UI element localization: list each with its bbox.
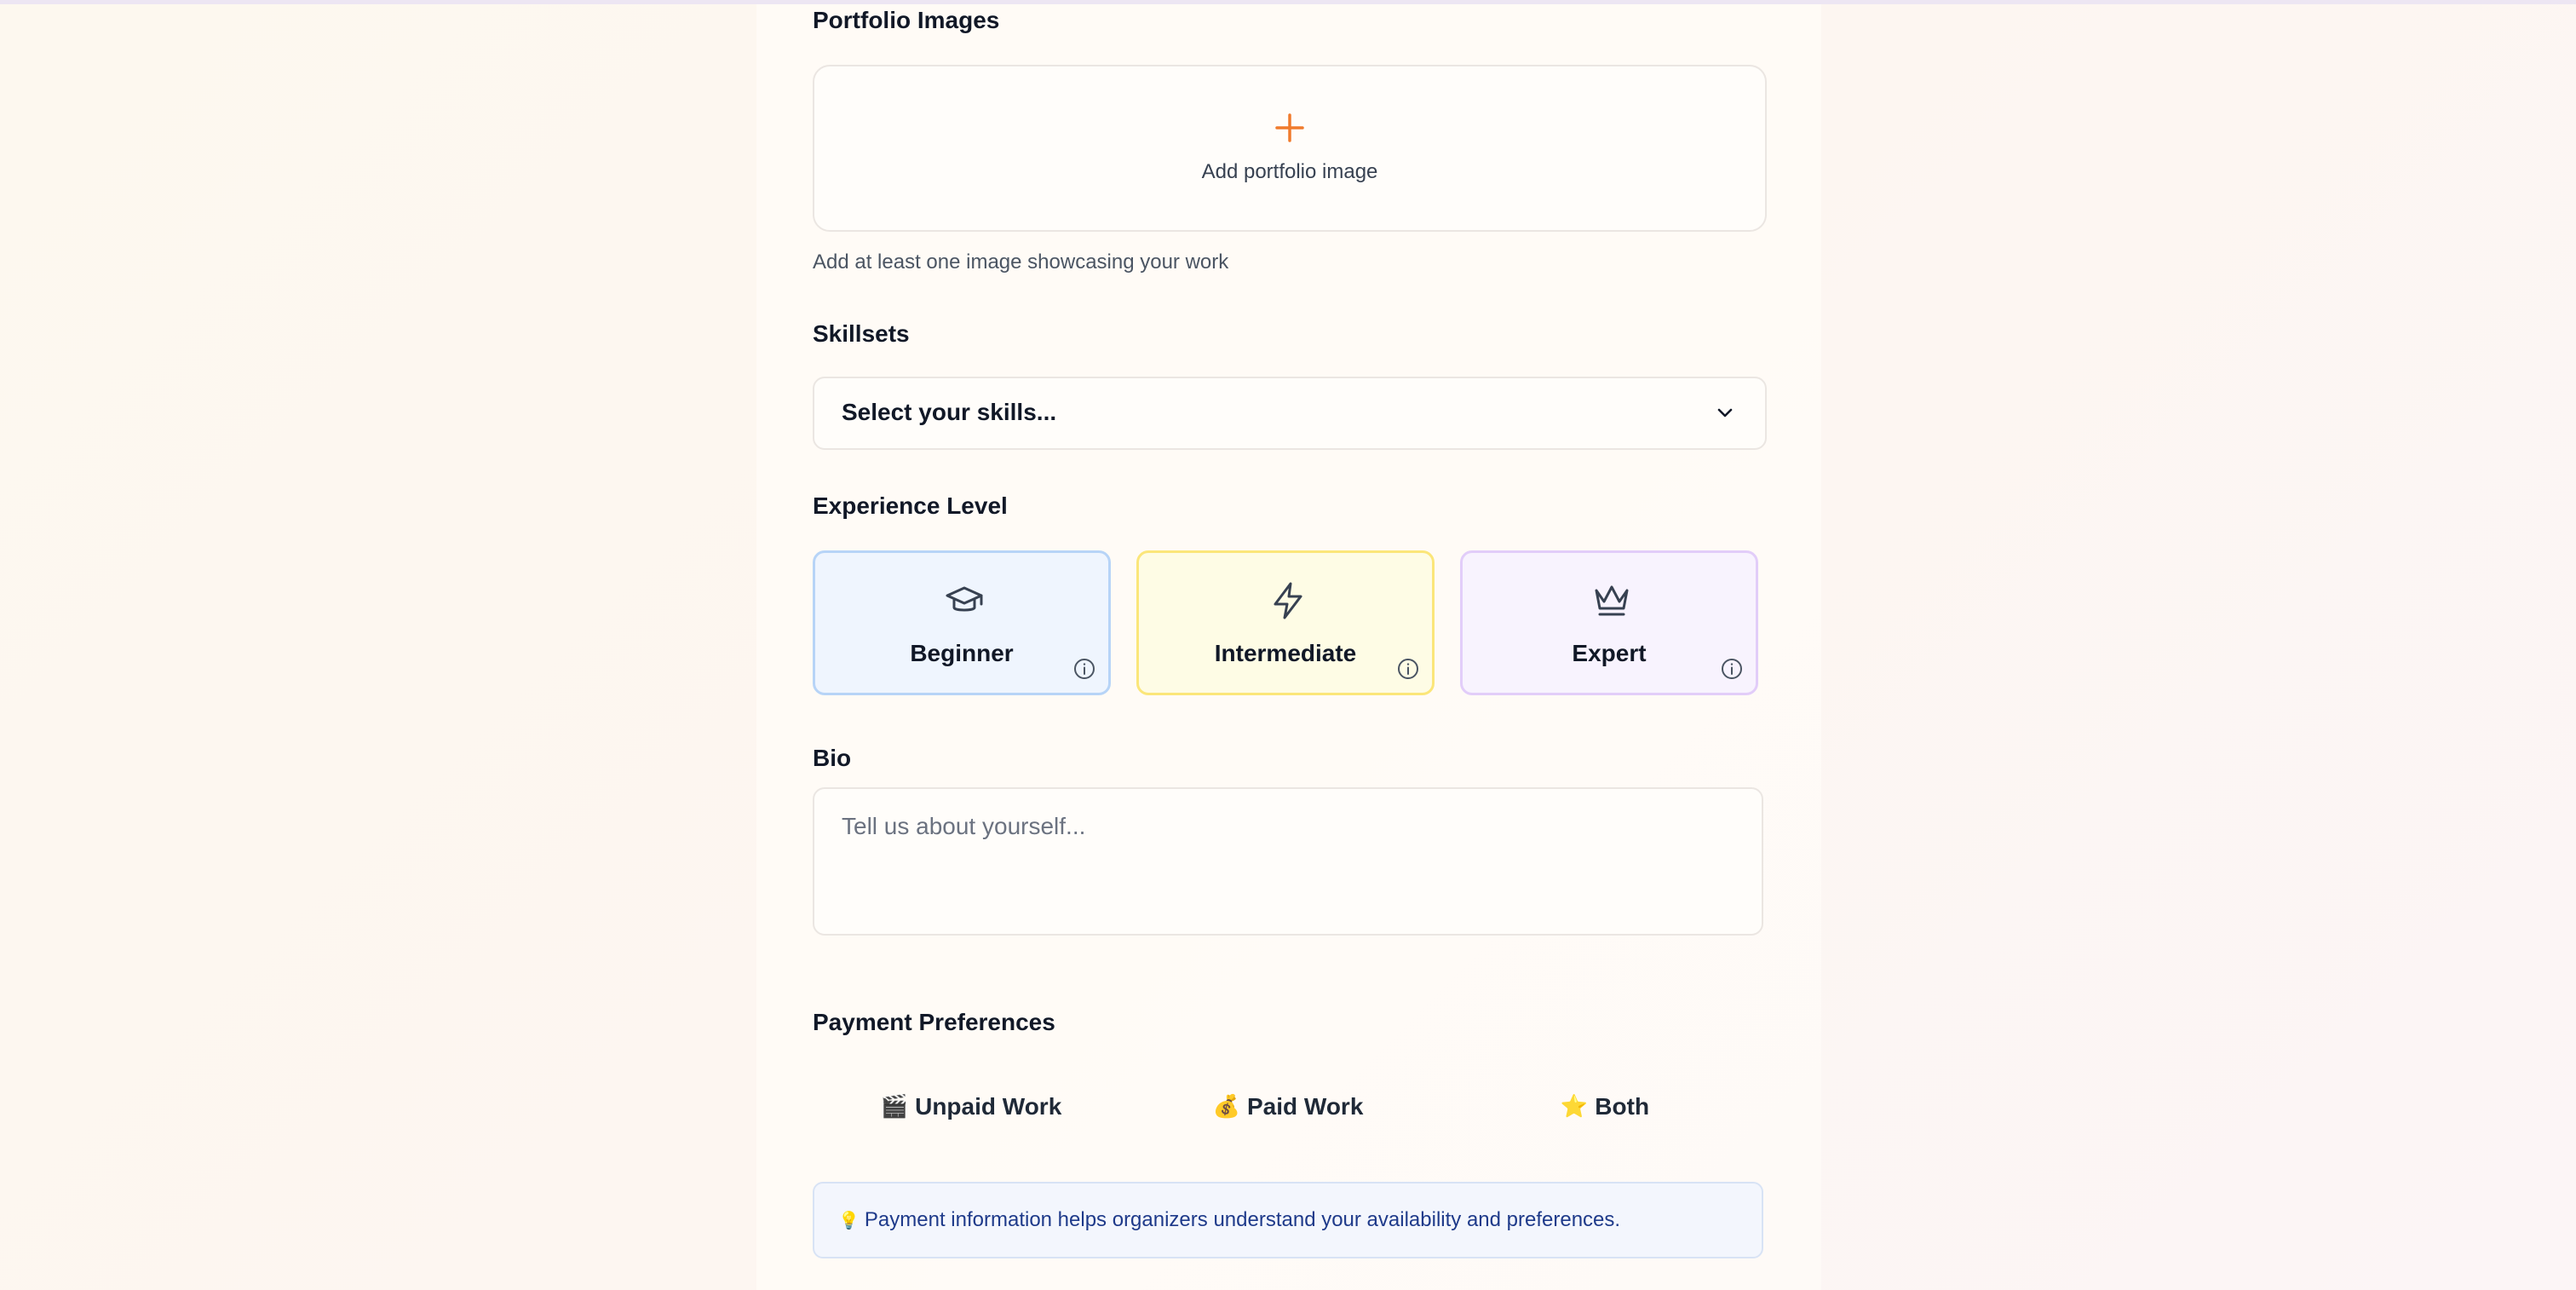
plus-icon	[1273, 111, 1307, 145]
money-bag-icon: 💰	[1212, 1094, 1240, 1120]
portfolio-images-label: Portfolio Images	[813, 7, 1000, 33]
lightbulb-icon: 💡	[838, 1210, 860, 1230]
add-portfolio-image-button[interactable]	[813, 65, 1767, 232]
add-portfolio-image-label: Add portfolio image	[1201, 160, 1378, 183]
experience-option-label: Beginner	[910, 640, 1014, 666]
payment-option-both[interactable]	[1446, 1072, 1763, 1142]
payment-option-paid[interactable]	[1130, 1072, 1446, 1142]
experience-option-beginner[interactable]	[813, 550, 1111, 695]
experience-option-intermediate[interactable]	[1136, 550, 1435, 695]
star-icon: ⭐	[1560, 1094, 1589, 1120]
skills-select-placeholder: Select your skills...	[842, 399, 1057, 425]
skillsets-label: Skillsets	[813, 320, 910, 347]
portfolio-hint: Add at least one image showcasing your work	[813, 251, 1229, 274]
payment-info-text: Payment information helps organizers understand your availability and preferences.	[864, 1208, 1621, 1231]
lightning-icon	[1268, 580, 1308, 621]
payment-preferences-label: Payment Preferences	[813, 1009, 1055, 1035]
experience-level-label: Experience Level	[813, 492, 1008, 519]
experience-option-expert[interactable]	[1460, 550, 1758, 695]
bio-label: Bio	[813, 745, 852, 771]
payment-options	[813, 1072, 1763, 1142]
clapperboard-icon: 🎬	[880, 1094, 909, 1120]
experience-option-label: Intermediate	[1214, 640, 1357, 666]
payment-info-note	[813, 1182, 1763, 1258]
skills-select[interactable]	[813, 377, 1767, 450]
payment-option-unpaid[interactable]	[813, 1072, 1130, 1142]
graduation-cap-icon	[944, 580, 985, 621]
payment-option-label: Paid Work	[1246, 1093, 1364, 1120]
info-icon[interactable]	[1720, 657, 1744, 681]
experience-option-label: Expert	[1572, 640, 1647, 666]
chevron-down-icon	[1714, 402, 1736, 424]
crown-icon	[1591, 580, 1632, 621]
info-icon[interactable]	[1396, 657, 1420, 681]
info-icon[interactable]	[1072, 657, 1096, 681]
payment-option-label: Both	[1595, 1093, 1650, 1120]
bio-textarea[interactable]	[813, 787, 1763, 936]
payment-option-label: Unpaid Work	[915, 1093, 1062, 1120]
